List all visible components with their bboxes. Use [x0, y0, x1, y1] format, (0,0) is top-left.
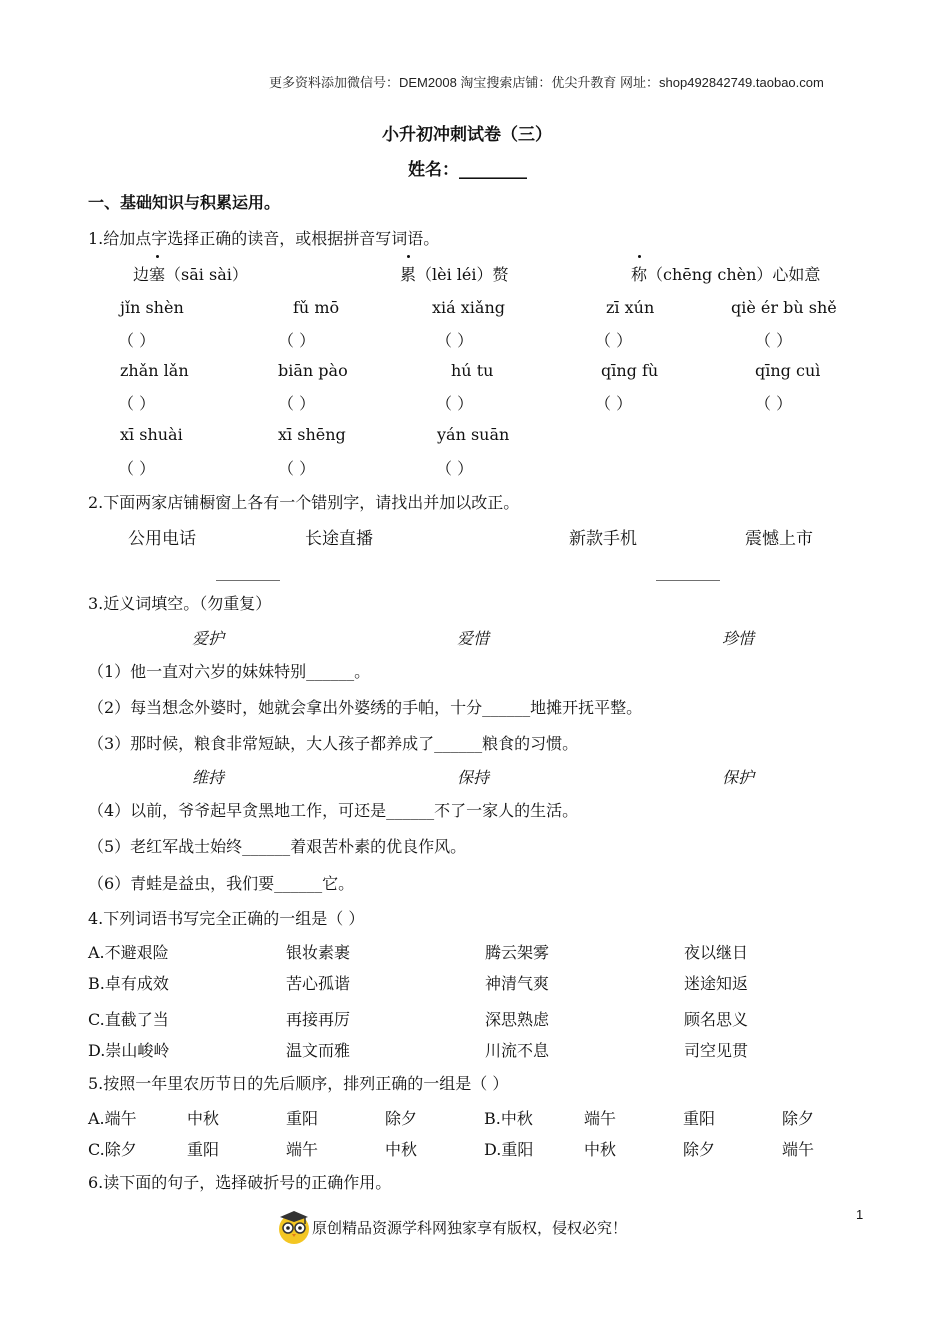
q4-word: 温文而雅: [286, 1041, 351, 1060]
q5-word: 重阳: [286, 1109, 319, 1128]
pinyin-item: qiè ér bù shě: [731, 298, 837, 317]
q1-item-1-options: （sāi sài）: [165, 265, 248, 284]
q4-option[interactable]: B.卓有成效: [88, 974, 169, 993]
shop-word: 长途直播: [305, 529, 373, 549]
q3-sentence: （1）他一直对六岁的妹妹特别______。: [88, 662, 371, 681]
answer-paren[interactable]: （ ）: [436, 331, 474, 350]
q4-word: 神清气爽: [485, 974, 550, 993]
synonym-option: 维持: [192, 768, 225, 787]
q1-item-1-pre: 边: [133, 265, 150, 284]
synonym-option: 保持: [457, 768, 490, 787]
page-number: 1: [856, 1207, 864, 1222]
q5-word: 重阳: [187, 1140, 220, 1159]
page-title: 小升初冲刺试卷（三）: [382, 125, 552, 145]
q5-word: 中秋: [584, 1140, 617, 1159]
answer-paren[interactable]: （ ）: [595, 331, 633, 350]
q4-word: 顾名思义: [684, 1010, 749, 1029]
synonym-option: 珍惜: [722, 629, 755, 648]
q5-word: 除夕: [385, 1109, 418, 1128]
question-3-prompt: 3.近义词填空。（勿重复）: [88, 594, 272, 613]
answer-paren[interactable]: （ ）: [118, 459, 156, 478]
q5-word: 中秋: [385, 1140, 418, 1159]
answer-paren[interactable]: （ ）: [278, 331, 316, 350]
q4-word: 深思熟虑: [485, 1010, 550, 1029]
q3-sentence: （4）以前，爷爷起早贪黑地工作，可还是______不了一家人的生活。: [88, 801, 579, 820]
q1-item-2: [400, 262, 509, 285]
owl-mascot-icon: [277, 1207, 311, 1245]
q5-word: 端午: [584, 1109, 617, 1128]
q3-sentence: （3）那时候，粮食非常短缺，大人孩子都养成了______粮食的习惯。: [88, 734, 579, 753]
answer-paren[interactable]: （ ）: [436, 459, 474, 478]
q4-word: 再接再厉: [286, 1010, 351, 1029]
correction-blank-2[interactable]: ________: [656, 562, 720, 581]
pinyin-item: qīng fù: [601, 361, 659, 380]
shop-word: 震憾上市: [745, 529, 813, 549]
q4-option[interactable]: A.不避艰险: [88, 943, 169, 962]
footer-copyright: 原创精品资源学科网独家享有版权，侵权必究！: [312, 1219, 628, 1237]
q5-word: 重阳: [683, 1109, 716, 1128]
q5-option[interactable]: D.重阳: [484, 1140, 534, 1159]
q4-word: 苦心孤谐: [286, 974, 351, 993]
q4-option[interactable]: D.崇山峻岭: [88, 1041, 170, 1060]
q1-item-2-dotted-char: 累: [400, 265, 417, 284]
q1-item-3-options: （chēng chèn）心如意: [647, 265, 821, 284]
answer-paren[interactable]: （ ）: [118, 394, 156, 413]
pinyin-item: hú tu: [451, 361, 494, 380]
answer-paren[interactable]: （ ）: [278, 459, 316, 478]
q1-item-3: [631, 262, 820, 285]
q4-word: 银妆素裹: [286, 943, 351, 962]
q5-option[interactable]: A.端午: [88, 1109, 137, 1128]
q5-word: 除夕: [683, 1140, 716, 1159]
section-1-heading: 一、基础知识与积累运用。: [88, 193, 281, 212]
q3-sentence: （2）每当想念外婆时，她就会拿出外婆绣的手帕，十分______地摊开抚平整。: [88, 698, 643, 717]
pinyin-item: xī shuài: [120, 425, 183, 444]
q4-word: 迷途知返: [684, 974, 749, 993]
q4-word: 司空见贯: [684, 1041, 749, 1060]
q4-word: 腾云架雾: [485, 943, 550, 962]
answer-paren[interactable]: （ ）: [755, 331, 793, 350]
q1-item-3-dotted-char: 称: [631, 265, 648, 284]
answer-paren[interactable]: （ ）: [118, 331, 156, 350]
q1-item-1: [133, 262, 248, 285]
pinyin-item: zhǎn lǎn: [120, 361, 189, 380]
pinyin-item: xiá xiǎng: [432, 298, 505, 317]
q5-option[interactable]: B.中秋: [484, 1109, 533, 1128]
question-1-prompt: 1.给加点字选择正确的读音，或根据拼音写词语。: [88, 229, 440, 248]
q3-sentence: （6）青蛙是益虫，我们要______它。: [88, 874, 355, 893]
name-field-label: 姓名：________: [408, 160, 527, 180]
q4-option[interactable]: C.直截了当: [88, 1010, 169, 1029]
shop-word: 公用电话: [128, 529, 196, 549]
pinyin-item: zī xún: [606, 298, 655, 317]
answer-paren[interactable]: （ ）: [436, 394, 474, 413]
answer-paren[interactable]: （ ）: [278, 394, 316, 413]
q5-word: 除夕: [782, 1109, 815, 1128]
answer-paren[interactable]: （ ）: [595, 394, 633, 413]
q5-option[interactable]: C.除夕: [88, 1140, 137, 1159]
q4-word: 川流不息: [485, 1041, 550, 1060]
q1-item-1-dotted-char: 塞: [149, 265, 166, 284]
pinyin-item: yán suān: [437, 425, 510, 444]
q1-item-2-options: （lèi léi）赘: [416, 265, 509, 284]
question-6-prompt: 6.读下面的句子，选择破折号的正确作用。: [88, 1173, 392, 1192]
synonym-option: 保护: [722, 768, 755, 787]
pinyin-item: biān pào: [278, 361, 348, 380]
pinyin-item: jǐn shèn: [120, 298, 184, 317]
q5-word: 中秋: [187, 1109, 220, 1128]
pinyin-item: qīng cuì: [755, 361, 821, 380]
q5-word: 端午: [286, 1140, 319, 1159]
q5-word: 端午: [782, 1140, 815, 1159]
header-info: 更多资料添加微信号：DEM2008 淘宝搜索店铺：优尖升教育 网址：shop492842749.taobao.com: [269, 75, 824, 90]
correction-blank-1[interactable]: ________: [216, 562, 280, 581]
answer-paren[interactable]: （ ）: [755, 394, 793, 413]
synonym-option: 爱护: [192, 629, 225, 648]
pinyin-item: xī shēng: [278, 425, 346, 444]
question-4-prompt: 4.下列词语书写完全正确的一组是（ ）: [88, 909, 365, 928]
question-5-prompt: 5.按照一年里农历节日的先后顺序，排列正确的一组是（ ）: [88, 1074, 509, 1093]
q3-sentence: （5）老红军战士始终______着艰苦朴素的优良作风。: [88, 837, 467, 856]
q4-word: 夜以继日: [684, 943, 749, 962]
synonym-option: 爱惜: [457, 629, 490, 648]
question-2-prompt: 2.下面两家店铺橱窗上各有一个错别字，请找出并加以改正。: [88, 493, 520, 512]
shop-word: 新款手机: [569, 529, 637, 549]
pinyin-item: fǔ mō: [293, 298, 340, 317]
